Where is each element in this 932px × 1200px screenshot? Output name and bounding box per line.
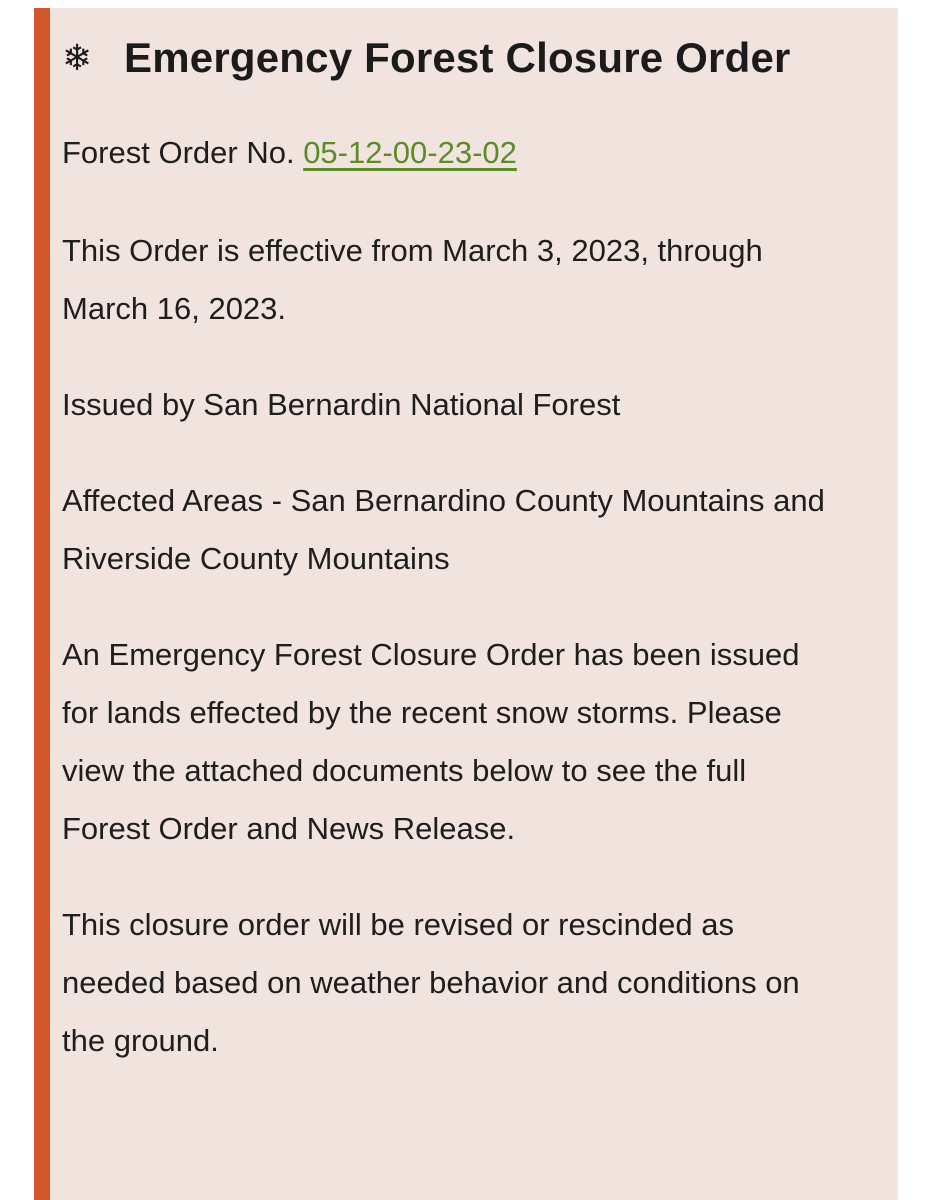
issued-by-text: Issued by San Bernardin National Forest (62, 387, 621, 422)
alert-content (62, 36, 832, 1070)
affected-areas-text: Affected Areas - San Bernardino County Mountains and Riverside County Mountains (62, 483, 825, 576)
alert-title (62, 36, 832, 80)
forest-order-line (62, 124, 832, 182)
closure-revision-note: This closure order will be revised or rescinded as needed based on weather behavior and conditions on the ground. (62, 907, 800, 1058)
alert-title-text: Emergency Forest Closure Order (124, 34, 791, 81)
closure-description-text: An Emergency Forest Closure Order has been issued for lands effected by the recent snow storms. Please view the attached documents below to see the full Forest Order and News Release. (62, 637, 800, 846)
snowflake-icon: ❄ (62, 37, 93, 78)
forest-order-label: Forest Order No. (62, 135, 295, 170)
forest-order-number-link[interactable]: 05-12-00-23-02 (303, 135, 517, 170)
effective-dates-text: This Order is effective from March 3, 2023, through March 16, 2023. (62, 233, 763, 326)
